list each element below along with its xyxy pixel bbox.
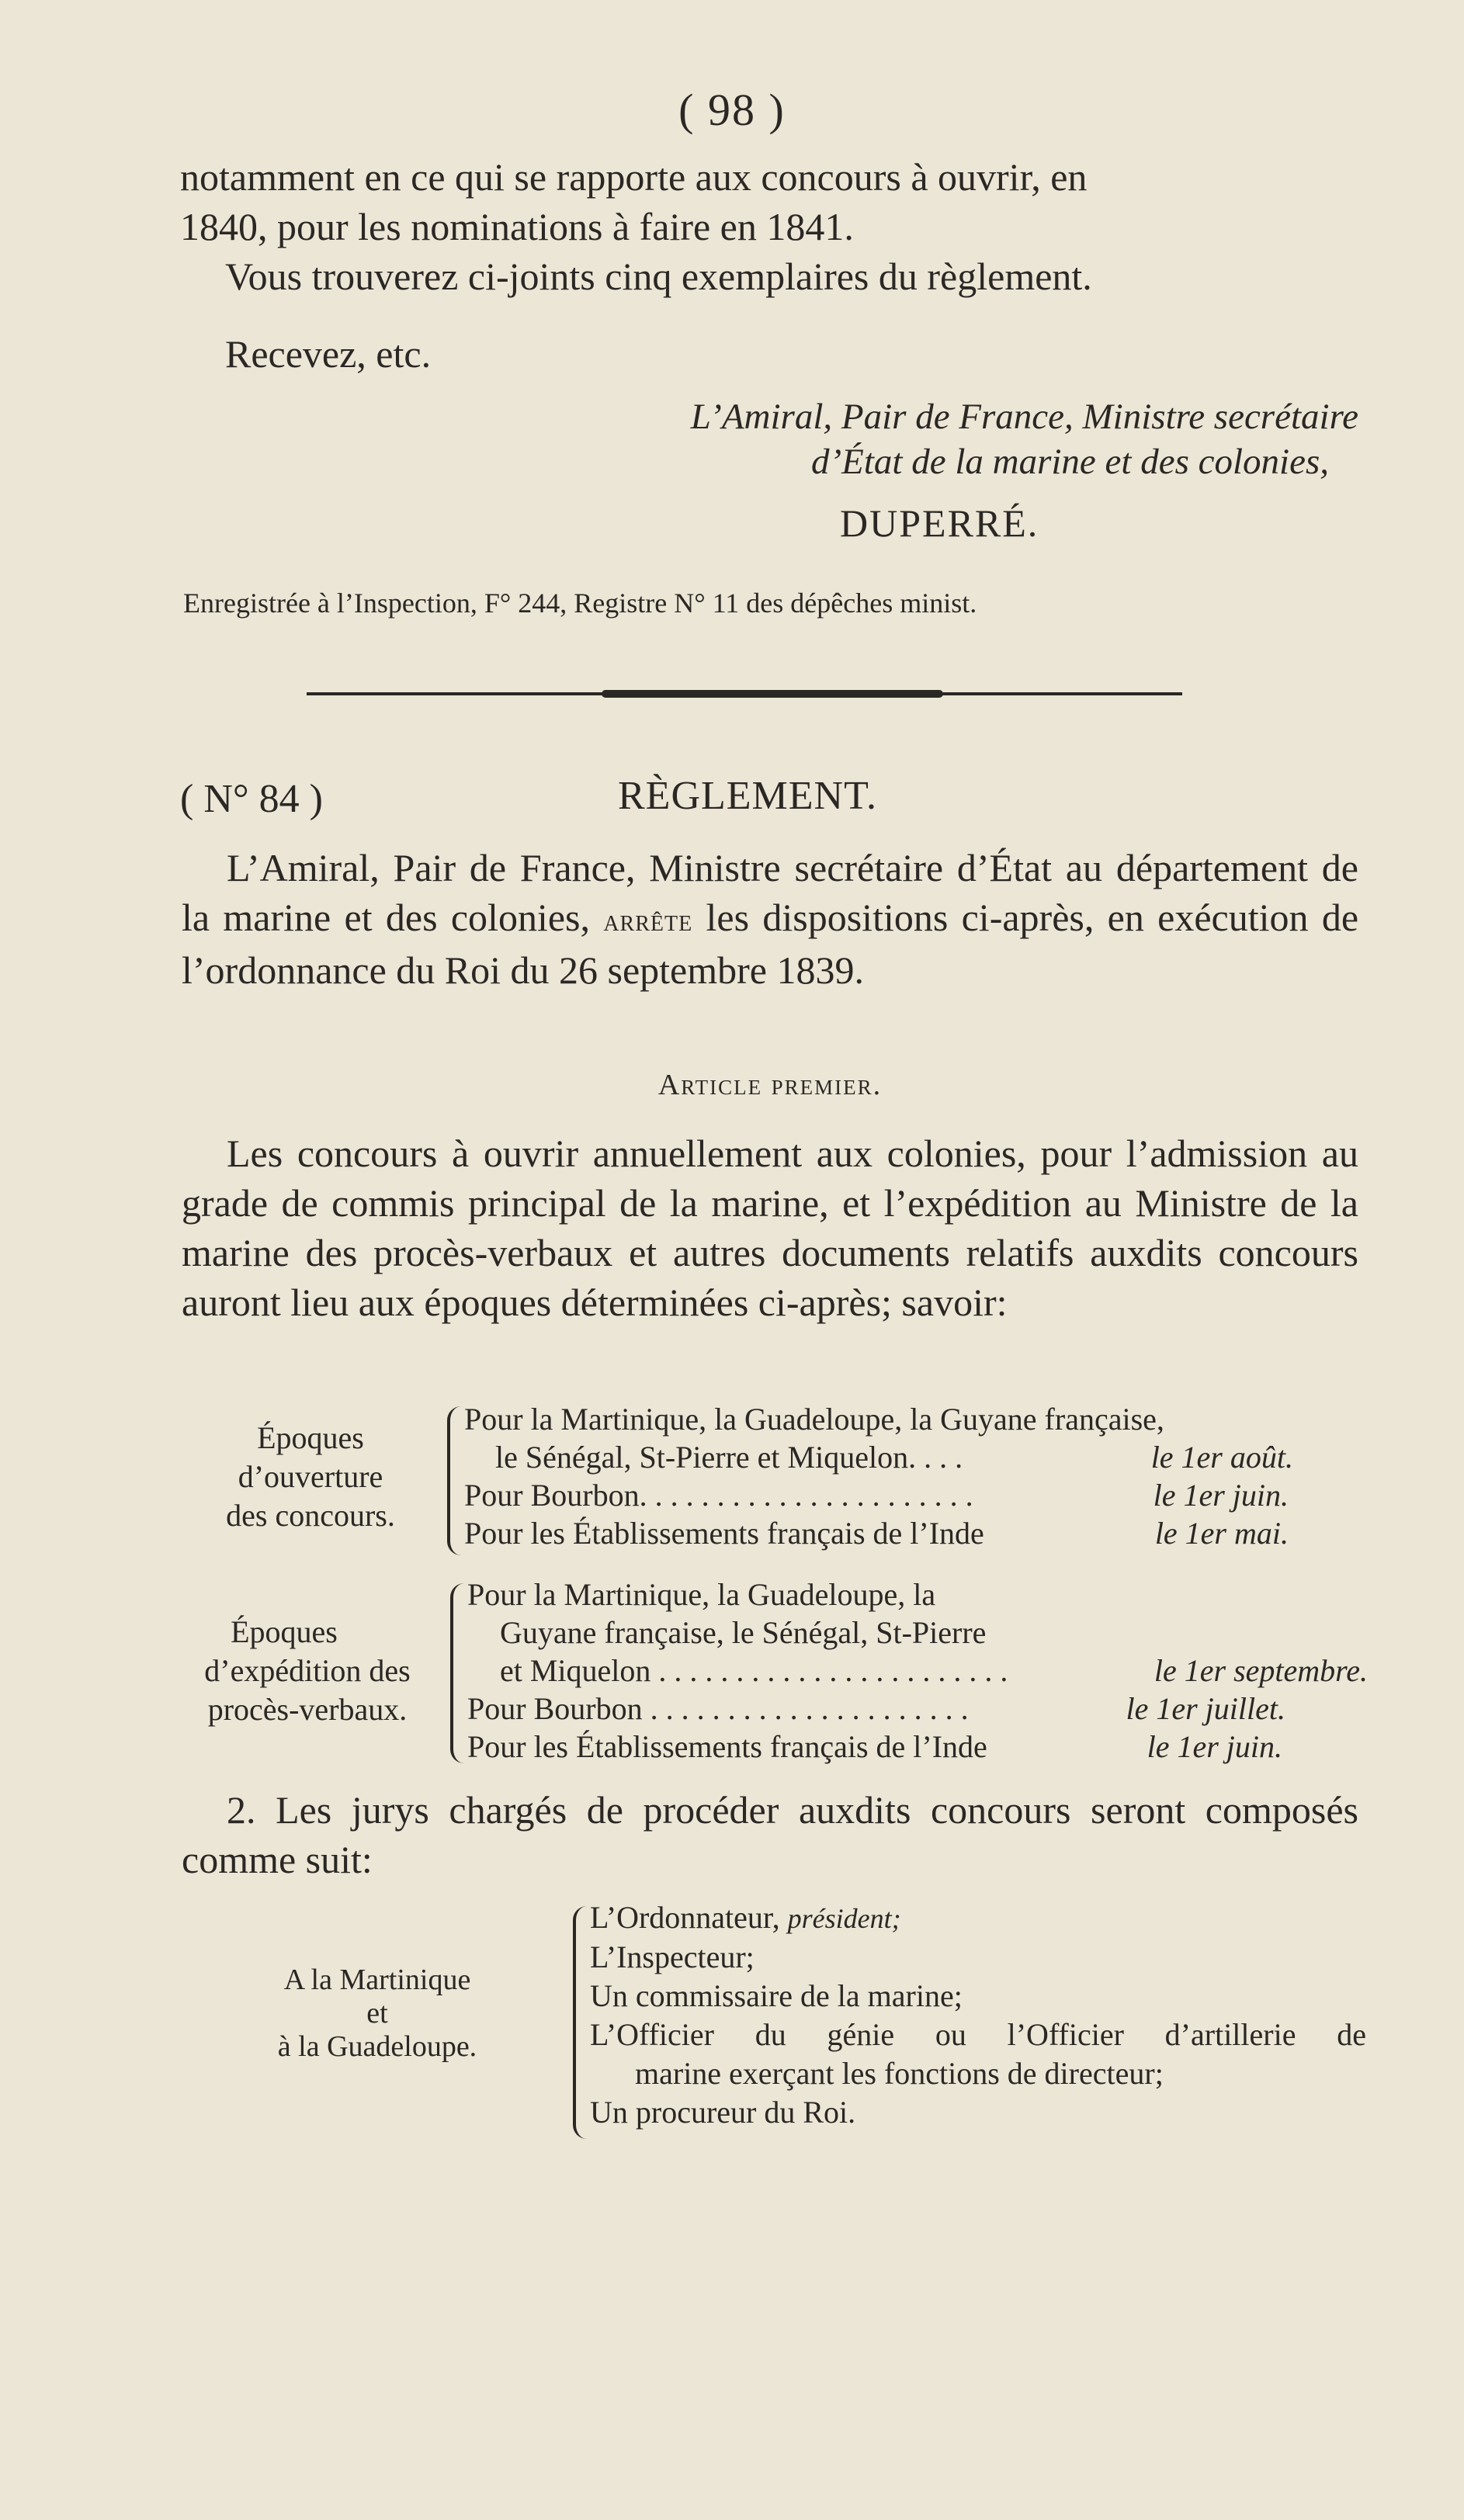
table1-row-date: le 1er mai.: [1154, 1516, 1289, 1551]
table2-row: [467, 1652, 1368, 1690]
intro-paragraph: [180, 152, 1360, 301]
reglement-number: ( N° 84 ): [180, 777, 323, 821]
table1-label-line-3: des concours.: [226, 1498, 395, 1533]
table2-row: [467, 1575, 1368, 1614]
signature-line-2: d’État de la marine et des colonies,: [811, 442, 1329, 482]
signer-name: DUPERRÉ.: [840, 501, 1039, 545]
jury-member-text: L’Ordonnateur,: [590, 1900, 780, 1935]
table1-row-text: Pour les Établissements français de l’Inde: [464, 1516, 984, 1551]
jury-label-line-1: A la Martinique: [283, 1964, 471, 1996]
table1-row: [464, 1400, 1365, 1438]
table1-label: [186, 1419, 435, 1535]
article-heading: Article premier.: [657, 1069, 883, 1101]
table2-row: [467, 1728, 1368, 1766]
jury-member: Un commissaire de la marine;: [590, 1978, 963, 2013]
president-label: président;: [787, 1903, 901, 1934]
table1-label-line-2: d’ouverture: [238, 1459, 383, 1494]
intro-line-2: 1840, pour les nominations à faire en 1841.: [180, 205, 854, 248]
table1-brace: [447, 1406, 461, 1555]
jury-member: marine exerçant les fonctions de directeur;: [635, 2056, 1164, 2091]
table2-row-text: Guyane française, le Sénégal, St-Pierre: [500, 1615, 987, 1650]
jury-member: L’Officier du génie ou l’Officier d’artillerie de: [590, 2017, 1366, 2052]
table2-row-text: Pour les Établissements français de l’Inde: [467, 1729, 987, 1764]
preamble-paragraph: [182, 843, 1358, 995]
table1-row: [464, 1514, 1365, 1552]
jury-label: [230, 1960, 525, 2066]
preamble-text-1: L’Amiral, Pair de France, Ministre secrétaire d’État au département de la marine et des colonies,: [182, 846, 1358, 939]
jury-label-line-2: et: [366, 1997, 388, 2030]
table2-row-text: Pour la Martinique, la Guadeloupe, la: [467, 1577, 936, 1612]
preamble-text-2: les dispositions ci-après, en exécution de l’ordonnance du Roi du 26 septembre 1839.: [182, 896, 1359, 992]
jury-member: Un procureur du Roi.: [590, 2095, 856, 2130]
jury-brace: [573, 1906, 587, 2139]
jury-label-line-3: à la Guadeloupe.: [277, 2030, 477, 2063]
table2-row-text: et Miquelon . . . . . . . . . . . . . . . . . . . . . . .: [500, 1653, 1008, 1688]
table2-rows: [467, 1575, 1368, 1766]
table2-row: [467, 1690, 1368, 1728]
table2-label-line-2: d’expédition des: [204, 1653, 411, 1688]
divider-thick-segment: [602, 690, 943, 698]
table1-row-text: Pour la Martinique, la Guadeloupe, la Guyane française,: [464, 1402, 1164, 1437]
table2-row-date: le 1er septembre.: [1154, 1653, 1368, 1688]
table1-rows: [464, 1400, 1365, 1552]
table2-label-line-1: Époques: [231, 1614, 338, 1649]
jury-member: L’Inspecteur;: [590, 1939, 755, 1974]
table1-label-line-1: Époques: [257, 1420, 364, 1455]
jury-members: [590, 1898, 1366, 2132]
table2-brace: [450, 1583, 464, 1763]
intro-line-1: notamment en ce qui se rapporte aux concours à ouvrir, en: [180, 155, 1088, 199]
table2-row: [467, 1614, 1368, 1652]
table1-row-text: le Sénégal, St-Pierre et Miquelon. . . .: [495, 1440, 963, 1475]
table2-row-date: le 1er juin.: [1147, 1729, 1282, 1764]
article2-paragraph: 2. Les jurys chargés de procéder auxdits concours seront composés comme suit:: [182, 1788, 1358, 1881]
page-number: ( 98 ): [678, 85, 786, 135]
table1-row-date: le 1er août.: [1150, 1440, 1293, 1475]
article1-paragraph: Les concours à ouvrir annuellement aux colonies, pour l’admission au grade de commis principal de la marine, et l’expédition au Ministre de la marine des procès-verbaux et autres documents relatifs auxdits concours auront lieu aux époques déterminées ci-après; savoir:: [182, 1132, 1358, 1324]
table2-row-text: Pour Bourbon . . . . . . . . . . . . . . . . . . . . .: [467, 1691, 969, 1726]
closing-salutation: Recevez, etc.: [225, 332, 432, 376]
intro-line-3: Vous trouverez ci-joints cinq exemplaires du règlement.: [225, 255, 1092, 298]
table1-row: [464, 1476, 1365, 1514]
table2-label-line-3: procès-verbaux.: [207, 1692, 408, 1727]
jury-member: [590, 1898, 1366, 1938]
reglement-title: RÈGLEMENT.: [618, 774, 877, 818]
table2-row-date: le 1er juillet.: [1126, 1691, 1285, 1726]
registration-note: Enregistrée à l’Inspection, F° 244, Registre N° 11 des dépêches minist.: [183, 588, 977, 619]
preamble-verb: arrête: [603, 903, 693, 938]
signature-line-1: L’Amiral, Pair de France, Ministre secrétaire: [690, 397, 1358, 437]
table1-row-text: Pour Bourbon. . . . . . . . . . . . . . . . . . . . . .: [464, 1478, 973, 1513]
table1-row: [464, 1438, 1365, 1476]
table1-row-date: le 1er juin.: [1153, 1478, 1289, 1513]
signature-block: [466, 394, 1358, 484]
section-divider: [307, 689, 1182, 698]
table2-label: [171, 1613, 444, 1729]
